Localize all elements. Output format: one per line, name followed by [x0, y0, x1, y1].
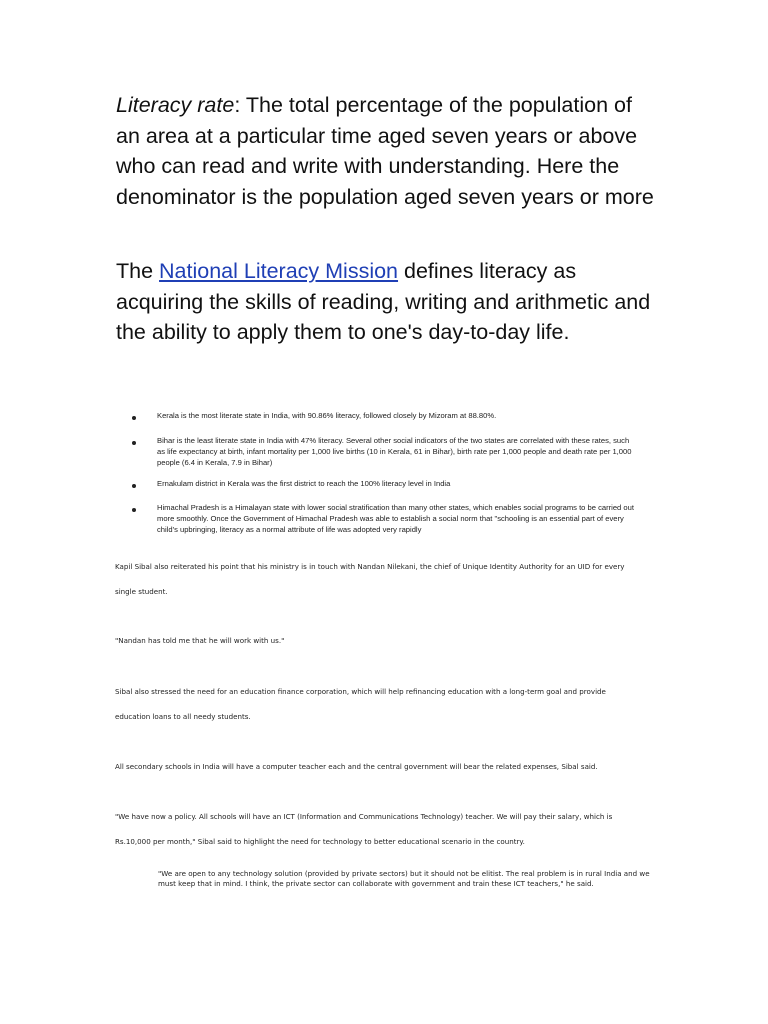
nlm-definition	[116, 256, 656, 348]
list-item-text: Himachal Pradesh is a Himalayan state with lower social stratification than many other states, which enables social programs to be carried out more smoothly. Once the Government of Himachal Pradesh was able to establish a social norm that "schooling is an essential part of every child's upbringing, literacy as a normal attribute of life was adopted very rapidly	[157, 503, 634, 534]
list-item-text: Ernakulam district in Kerala was the first district to reach the 100% literacy level in India	[157, 479, 451, 488]
literacy-rate-definition	[116, 90, 656, 212]
national-literacy-mission-link[interactable]: National Literacy Mission	[159, 259, 399, 283]
paragraph-line: "We have now a policy. All schools will have an ICT (Information and Communications Technology) teacher. We will pay their salary, which is	[115, 812, 613, 821]
literacy-rate-term: Literacy rate	[116, 93, 235, 117]
block-quote: "We are open to any technology solution (provided by private sectors) but it should not be elitist. The real problem is in rural India and we must keep that in mind. I think, the private sector can collaborate with government and train these ICT teachers," he said.	[158, 869, 650, 888]
paragraph-line: education loans to all needy students.	[115, 712, 251, 721]
list-item-text: Kerala is the most literate state in India, with 90.86% literacy, followed closely by Mizoram at 88.80%.	[157, 411, 497, 420]
bullet-icon	[132, 441, 136, 445]
paragraph-line: Rs.10,000 per month," Sibal said to highlight the need for technology to better educational scenario in the country.	[115, 837, 525, 846]
nlm-text: defines literacy as acquiring the skills of reading, writing and arithmetic and the ability to apply them to one's day-to-day life.	[116, 259, 651, 344]
paragraph-line: single student.	[115, 587, 168, 596]
paragraph-line: All secondary schools in India will have a computer teacher each and the central government will bear the related expenses, Sibal said.	[115, 762, 598, 771]
list-item-text: Bihar is the least literate state in India with 47% literacy. Several other social indicators of the two states are correlated with these rates, such as life expectancy at birth, infant mortality per 1,000 live births (10 in Kerala, 61 in Bihar), birth rate per 1,000 people and death rate per 1,000 people (6.4 in Kerala, 7.9 in Bihar)	[157, 436, 632, 467]
bullet-icon	[132, 416, 136, 420]
paragraph-line: Kapil Sibal also reiterated his point that his ministry is in touch with Nandan Nilekani, the chief of Unique Identity Authority for an UID for every	[115, 562, 625, 571]
bullet-icon	[132, 508, 136, 512]
nlm-prefix: The	[116, 259, 160, 283]
paragraph-line: "Nandan has told me that he will work with us."	[115, 636, 285, 645]
paragraph-line: Sibal also stressed the need for an education finance corporation, which will help refinancing education with a long-term goal and provide	[115, 687, 606, 696]
bullet-icon	[132, 484, 136, 488]
literacy-rate-text: : The total percentage of the population of an area at a particular time aged seven years or above who can read and write with understanding. Here the denominator is the population aged seven years or more	[116, 93, 654, 209]
